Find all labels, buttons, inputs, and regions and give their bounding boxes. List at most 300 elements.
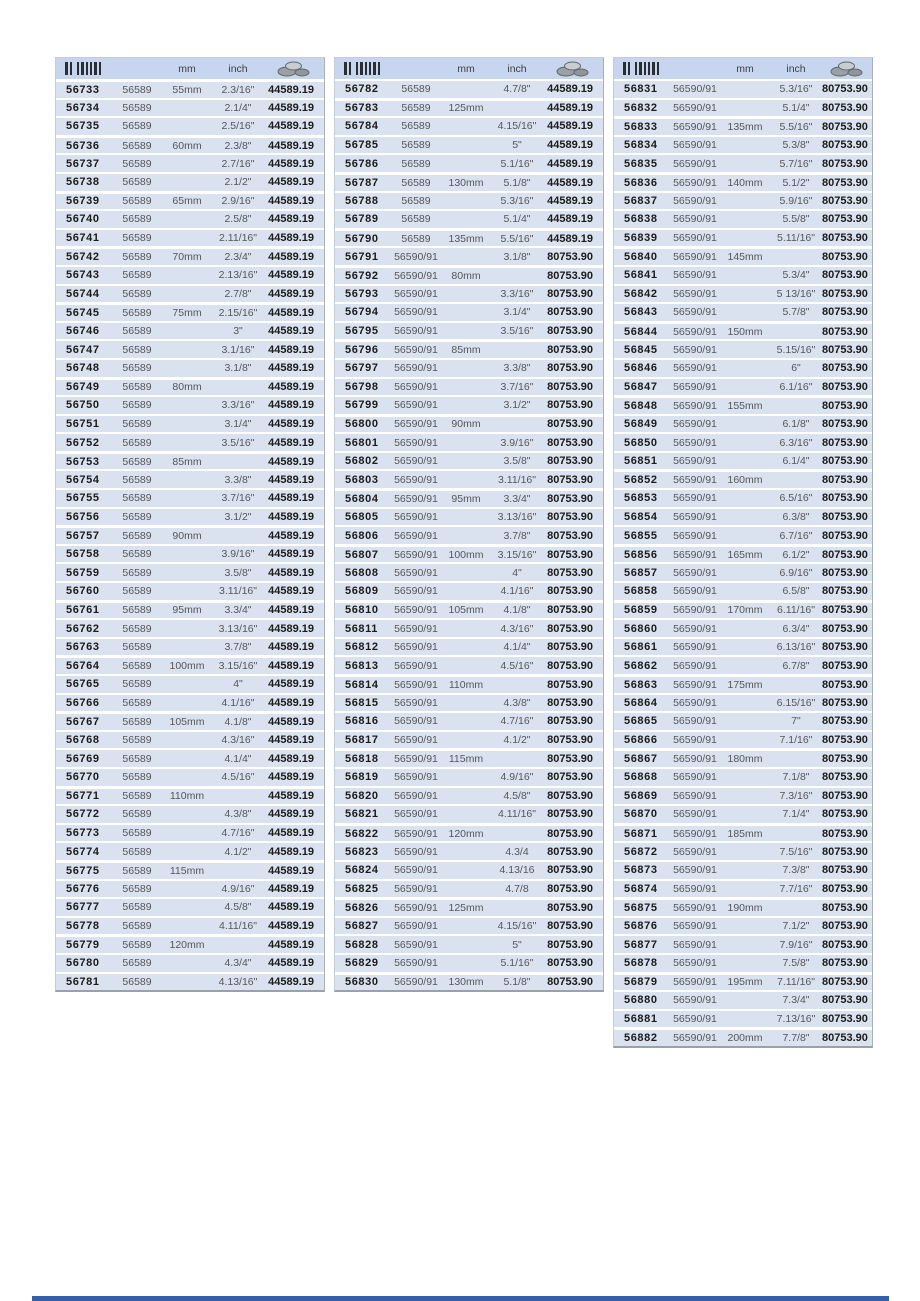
price: 80753.90 <box>547 938 593 951</box>
type-code: 56590/91 <box>673 529 717 542</box>
item-code: 56769 <box>66 752 100 765</box>
type-code: 56590/91 <box>673 678 717 691</box>
table-row <box>335 655 603 674</box>
item-code: 56776 <box>66 882 100 895</box>
price: 80753.90 <box>822 287 868 300</box>
table-row <box>335 451 603 470</box>
item-code: 56846 <box>624 362 658 375</box>
price: 80753.90 <box>547 566 593 579</box>
table-row <box>56 934 324 953</box>
price: 44589.19 <box>547 102 593 115</box>
item-code: 56875 <box>624 901 658 914</box>
price: 80753.90 <box>822 976 868 989</box>
type-code: 56590/91 <box>673 157 717 170</box>
item-code: 56822 <box>345 827 379 840</box>
table-row <box>335 693 603 712</box>
inch-size: 7.5/8" <box>782 957 810 970</box>
item-code: 56874 <box>624 882 658 895</box>
type-code: 56590/91 <box>673 622 717 635</box>
inch-size: 2.9/16" <box>221 195 255 208</box>
inch-size: 6.1/4" <box>782 455 810 468</box>
table-row <box>614 804 872 823</box>
item-code: 56828 <box>345 938 379 951</box>
price: 44589.19 <box>547 157 593 170</box>
table-row <box>56 841 324 860</box>
price: 44589.19 <box>268 734 314 747</box>
type-code: 56590/91 <box>394 938 438 951</box>
mm-size: 155mm <box>727 399 763 412</box>
inch-size: 3.1/2" <box>224 510 252 523</box>
type-code: 56589 <box>401 213 431 226</box>
price: 80753.90 <box>822 585 868 598</box>
item-code: 56811 <box>345 622 378 635</box>
mm-size: 115mm <box>448 753 484 766</box>
price: 44589.19 <box>268 510 314 523</box>
table-row <box>56 581 324 600</box>
price: 80753.90 <box>547 864 593 877</box>
inch-size: 2.7/8" <box>224 287 252 300</box>
item-code: 56758 <box>66 548 100 561</box>
price: 80753.90 <box>822 789 868 802</box>
item-code: 56747 <box>66 343 100 356</box>
item-code: 56861 <box>624 641 658 654</box>
inch-size: 2.3/8" <box>224 139 252 152</box>
type-code: 56590/91 <box>673 139 717 152</box>
type-code: 56589 <box>122 213 152 226</box>
table-row <box>56 339 324 358</box>
type-code: 56589 <box>122 604 152 617</box>
table-row <box>56 748 324 767</box>
inch-size: 5.1/8" <box>503 976 531 989</box>
type-code: 56589 <box>122 975 152 988</box>
type-code: 56590/91 <box>673 380 717 393</box>
type-code: 56589 <box>122 362 152 375</box>
item-code: 56734 <box>66 101 100 114</box>
table-row <box>335 135 603 154</box>
item-code: 56774 <box>66 845 100 858</box>
inch-size: 5" <box>512 139 522 152</box>
inch-size: 5.1/16" <box>500 957 534 970</box>
price: 44589.19 <box>268 882 314 895</box>
price: 44589.19 <box>268 120 314 133</box>
price: 80753.90 <box>822 380 868 393</box>
inch-size: 4.3/16" <box>500 622 534 635</box>
inch-size: 3.5/8" <box>503 455 531 468</box>
price: 80753.90 <box>547 771 593 784</box>
type-code: 56589 <box>122 417 152 430</box>
item-code: 56873 <box>624 864 658 877</box>
item-code: 56877 <box>624 938 658 951</box>
type-code: 56590/91 <box>394 418 438 431</box>
mm-size: 55mm <box>172 83 202 96</box>
inch-size: 3.13/16" <box>218 622 258 635</box>
item-code: 56871 <box>624 827 658 840</box>
table-row <box>335 581 603 600</box>
item-code: 56858 <box>624 585 658 598</box>
item-code: 56775 <box>66 864 100 877</box>
inch-size: 6.5/8" <box>782 585 810 598</box>
inch-size: 5.3/8" <box>782 139 810 152</box>
footer-rule <box>32 1296 889 1301</box>
item-code: 56860 <box>624 622 658 635</box>
mm-size: 75mm <box>172 306 202 319</box>
price: 44589.19 <box>268 343 314 356</box>
table-row <box>56 395 324 414</box>
table-row <box>56 153 324 172</box>
inch-size: 7.3/4" <box>782 994 810 1007</box>
type-code: 56590/91 <box>394 659 438 672</box>
item-code: 56797 <box>345 362 379 375</box>
table-row <box>335 953 603 972</box>
type-code: 56590/91 <box>673 771 717 784</box>
type-code: 56589 <box>401 139 431 152</box>
mm-size: 90mm <box>451 418 481 431</box>
table-row <box>614 990 872 1009</box>
type-code: 56589 <box>122 845 152 858</box>
barcode-icon <box>335 62 391 75</box>
inch-size: 7.11/16" <box>777 976 815 989</box>
inch-size: 6.15/16" <box>776 696 816 709</box>
item-code: 56864 <box>624 696 658 709</box>
item-code: 56768 <box>66 734 100 747</box>
item-code: 56862 <box>624 659 658 672</box>
inch-size: 2.3/4" <box>224 251 252 264</box>
item-code: 56850 <box>624 436 658 449</box>
type-code: 56590/91 <box>673 325 717 338</box>
table-row <box>614 786 872 805</box>
table-row <box>614 525 872 544</box>
mm-size: 115mm <box>169 864 205 877</box>
price: 80753.90 <box>547 604 593 617</box>
table-row <box>614 191 872 210</box>
item-code: 56807 <box>345 548 379 561</box>
item-code: 56835 <box>624 157 658 170</box>
table-row <box>614 228 872 247</box>
type-code: 56590/91 <box>394 344 438 357</box>
type-code: 56590/91 <box>673 269 717 282</box>
mm-size: 110mm <box>169 790 205 803</box>
item-code: 56757 <box>66 530 100 543</box>
inch-size: 2.7/16" <box>221 157 255 170</box>
inch-size: 4.13/16" <box>218 975 258 988</box>
item-code: 56817 <box>345 734 379 747</box>
type-code: 56589 <box>122 251 152 264</box>
inch-size: 5.1/8" <box>503 176 531 189</box>
table-row <box>335 525 603 544</box>
inch-size: 3.1/16" <box>221 343 255 356</box>
type-code: 56589 <box>122 510 152 523</box>
table-row <box>56 693 324 712</box>
type-code: 56589 <box>122 641 152 654</box>
inch-size: 2.1/4" <box>224 101 252 114</box>
table-row <box>335 358 603 377</box>
mm-size: 135mm <box>448 232 484 245</box>
price: 44589.19 <box>268 251 314 264</box>
inch-size: 4.5/8" <box>503 789 531 802</box>
type-code: 56590/91 <box>394 641 438 654</box>
type-code: 56590/91 <box>394 789 438 802</box>
table-row <box>335 469 603 488</box>
type-code: 56590/91 <box>394 604 438 617</box>
price: 80753.90 <box>822 548 868 561</box>
type-code: 56590/91 <box>673 957 717 970</box>
inch-size: 4.3/16" <box>221 734 255 747</box>
type-code: 56590/91 <box>673 232 717 245</box>
inch-size: 4.1/2" <box>503 734 531 747</box>
inch-size: 2.5/16" <box>221 120 255 133</box>
inch-size: 4.1/2" <box>224 845 252 858</box>
table-row <box>614 432 872 451</box>
price: 80753.90 <box>547 622 593 635</box>
item-code: 56844 <box>624 325 658 338</box>
price: 80753.90 <box>547 976 593 989</box>
inch-size: 6.5/16" <box>779 492 813 505</box>
table-row <box>614 618 872 637</box>
table-row <box>614 265 872 284</box>
mm-size: 90mm <box>172 530 202 543</box>
price: 80753.90 <box>822 120 868 133</box>
item-code: 56836 <box>624 176 658 189</box>
inch-size: 6.7/16" <box>779 529 813 542</box>
item-code: 56802 <box>345 455 379 468</box>
table-row <box>614 377 872 396</box>
price: 80753.90 <box>547 455 593 468</box>
price-table-middle <box>334 57 604 992</box>
table-row <box>56 972 324 991</box>
inch-size: 3.11/16" <box>219 585 257 598</box>
price: 80753.90 <box>822 641 868 654</box>
table-row <box>335 395 603 414</box>
item-code: 56826 <box>345 901 379 914</box>
item-code: 56851 <box>624 455 658 468</box>
inch-size: 7.1/16" <box>779 734 813 747</box>
price: 44589.19 <box>268 939 314 952</box>
type-code: 56590/91 <box>673 436 717 449</box>
mm-size: 160mm <box>727 474 763 487</box>
price: 80753.90 <box>547 399 593 412</box>
table-row <box>614 544 872 563</box>
inch-size: 4.3/4" <box>224 957 252 970</box>
table-row <box>335 191 603 210</box>
table-row <box>56 321 324 340</box>
type-code: 56590/91 <box>673 808 717 821</box>
inch-size: 3.1/2" <box>503 399 531 412</box>
item-code: 56770 <box>66 771 100 784</box>
inch-size: 3.3/8" <box>503 362 531 375</box>
item-code: 56869 <box>624 789 658 802</box>
item-code: 56750 <box>66 399 100 412</box>
header-mm: mm <box>178 62 196 75</box>
inch-size: 6.1/8" <box>782 417 810 430</box>
price: 80753.90 <box>547 344 593 357</box>
item-code: 56756 <box>66 510 100 523</box>
mm-size: 105mm <box>169 715 205 728</box>
type-code: 56590/91 <box>394 473 438 486</box>
inch-size: 5.3/16" <box>779 83 813 96</box>
item-code: 56830 <box>345 976 379 989</box>
price: 80753.90 <box>822 436 868 449</box>
price: 44589.19 <box>268 920 314 933</box>
price: 80753.90 <box>822 306 868 319</box>
header-mm: mm <box>736 62 754 75</box>
type-code: 56590/91 <box>394 622 438 635</box>
table-row <box>614 321 872 340</box>
price: 80753.90 <box>822 864 868 877</box>
table-row <box>335 544 603 563</box>
table-row <box>335 209 603 228</box>
inch-size: 5" <box>512 938 522 951</box>
price: 44589.19 <box>268 585 314 598</box>
type-code: 56590/91 <box>673 120 717 133</box>
type-code: 56590/91 <box>394 548 438 561</box>
table-row <box>335 414 603 433</box>
item-code: 56759 <box>66 566 100 579</box>
inch-size: 7" <box>791 715 801 728</box>
type-code: 56590/91 <box>673 753 717 766</box>
item-code: 56739 <box>66 195 100 208</box>
table-row <box>614 879 872 898</box>
item-code: 56772 <box>66 808 100 821</box>
inch-size: 5.9/16" <box>779 194 813 207</box>
table-row <box>56 897 324 916</box>
type-code: 56589 <box>122 939 152 952</box>
price: 80753.90 <box>822 622 868 635</box>
type-code: 56589 <box>122 83 152 96</box>
type-code: 56590/91 <box>673 176 717 189</box>
price: 80753.90 <box>822 901 868 914</box>
table-row <box>335 79 603 98</box>
mm-size: 110mm <box>448 678 484 691</box>
price: 44589.19 <box>268 827 314 840</box>
price: 44589.19 <box>268 287 314 300</box>
barcode-icon <box>56 62 112 75</box>
inch-size: 5.7/16" <box>779 157 813 170</box>
price: 44589.19 <box>268 530 314 543</box>
price: 80753.90 <box>822 157 868 170</box>
table-row <box>335 711 603 730</box>
type-code: 56589 <box>122 622 152 635</box>
type-code: 56589 <box>401 157 431 170</box>
inch-size: 5.1/16" <box>500 157 534 170</box>
item-code: 56863 <box>624 678 658 691</box>
price: 44589.19 <box>547 176 593 189</box>
type-code: 56590/91 <box>673 474 717 487</box>
price: 44589.19 <box>268 808 314 821</box>
item-code: 56745 <box>66 306 100 319</box>
price: 80753.90 <box>547 845 593 858</box>
price: 44589.19 <box>268 306 314 319</box>
price: 80753.90 <box>822 101 868 114</box>
type-code: 56590/91 <box>673 641 717 654</box>
table-row <box>335 674 603 693</box>
type-code: 56589 <box>122 195 152 208</box>
price: 44589.19 <box>547 194 593 207</box>
inch-size: 4.1/8" <box>224 715 252 728</box>
type-code: 56590/91 <box>673 455 717 468</box>
inch-size: 7.5/16" <box>779 845 813 858</box>
inch-size: 7.1/2" <box>782 920 810 933</box>
type-code: 56590/91 <box>673 548 717 561</box>
type-code: 56590/91 <box>394 585 438 598</box>
inch-size: 5.5/16" <box>779 120 813 133</box>
item-code: 56827 <box>345 920 379 933</box>
table-row <box>614 748 872 767</box>
type-code: 56589 <box>122 827 152 840</box>
table-row <box>335 228 603 247</box>
price: 80753.90 <box>547 250 593 263</box>
price: 44589.19 <box>268 641 314 654</box>
item-code: 56791 <box>345 250 379 263</box>
type-code: 56590/91 <box>394 380 438 393</box>
inch-size: 4.15/16" <box>497 920 537 933</box>
type-code: 56590/91 <box>394 510 438 523</box>
item-code: 56840 <box>624 251 658 264</box>
price: 44589.19 <box>268 381 314 394</box>
table-row <box>335 321 603 340</box>
type-code: 56590/91 <box>394 399 438 412</box>
price: 44589.19 <box>268 975 314 988</box>
table-row <box>56 358 324 377</box>
type-code: 56590/91 <box>673 882 717 895</box>
type-code: 56589 <box>122 139 152 152</box>
table-row <box>614 730 872 749</box>
type-code: 56589 <box>122 696 152 709</box>
inch-size: 6.3/8" <box>782 510 810 523</box>
inch-size: 3.3/16" <box>221 399 255 412</box>
mm-size: 175mm <box>727 678 763 691</box>
type-code: 56590/91 <box>394 436 438 449</box>
item-code: 56795 <box>345 325 379 338</box>
table-row <box>614 414 872 433</box>
item-code: 56781 <box>66 975 100 988</box>
inch-size: 5.1/4" <box>782 101 810 114</box>
inch-size: 5.1/4" <box>503 213 531 226</box>
inch-size: 4" <box>512 566 522 579</box>
price: 80753.90 <box>822 920 868 933</box>
item-code: 56839 <box>624 232 658 245</box>
item-code: 56805 <box>345 510 379 523</box>
inch-size: 6" <box>791 362 801 375</box>
price: 44589.19 <box>268 548 314 561</box>
mm-size: 70mm <box>172 251 202 264</box>
price: 44589.19 <box>547 83 593 96</box>
inch-size: 3.11/16" <box>498 473 536 486</box>
item-code: 56843 <box>624 306 658 319</box>
type-code: 56590/91 <box>673 287 717 300</box>
item-code: 56876 <box>624 920 658 933</box>
table-row <box>335 562 603 581</box>
type-code: 56590/91 <box>394 734 438 747</box>
mm-size: 140mm <box>727 176 763 189</box>
inch-size: 2.13/16" <box>218 269 258 282</box>
table-row <box>614 339 872 358</box>
inch-size: 4.5/8" <box>224 901 252 914</box>
inch-size: 2.5/8" <box>224 213 252 226</box>
table-row <box>614 1027 872 1046</box>
type-code: 56589 <box>122 808 152 821</box>
item-code: 56820 <box>345 789 379 802</box>
mm-size: 105mm <box>448 604 484 617</box>
inch-size: 5.3/4" <box>782 269 810 282</box>
price: 80753.90 <box>822 566 868 579</box>
table-row <box>335 153 603 172</box>
price: 80753.90 <box>547 436 593 449</box>
table-row <box>614 841 872 860</box>
mm-size: 190mm <box>727 901 763 914</box>
item-code: 56788 <box>345 194 379 207</box>
table-row <box>335 860 603 879</box>
item-code: 56782 <box>345 83 379 96</box>
